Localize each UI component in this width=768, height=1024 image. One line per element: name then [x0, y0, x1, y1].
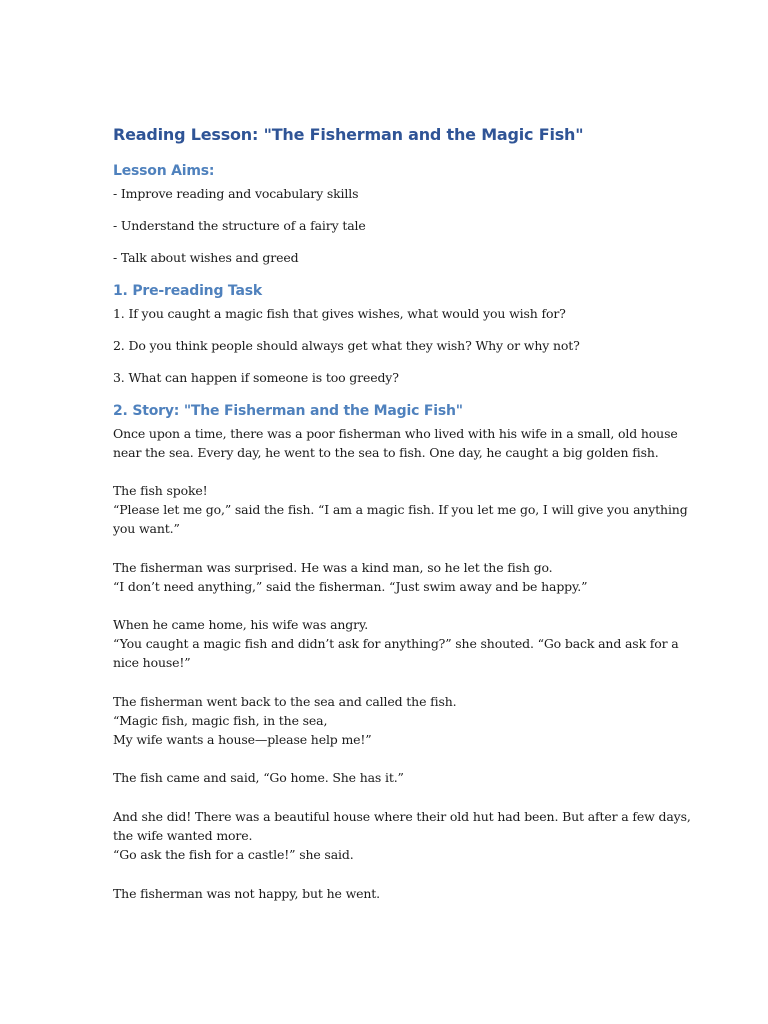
prereading-question: 3. What can happen if someone is too greedy? [113, 370, 399, 385]
story-line: “You caught a magic fish and didn’t ask for anything?” she shouted. “Go back and ask for a [113, 636, 679, 651]
story-heading: 2. Story: "The Fisherman and the Magic Fish" [113, 403, 463, 419]
story-line: When he came home, his wife was angry. [113, 617, 369, 632]
story-line: “Please let me go,” said the fish. “I am a magic fish. If you let me go, I will give you anything [113, 502, 688, 517]
lesson-aims-heading: Lesson Aims: [113, 163, 215, 179]
document-title: Reading Lesson: "The Fisherman and the Magic Fish" [113, 125, 584, 144]
prereading-heading: 1. Pre-reading Task [113, 283, 262, 299]
story-line: The fish spoke! [113, 483, 208, 498]
story-line: nice house!” [113, 655, 191, 670]
story-line: you want.” [113, 521, 180, 536]
story-line: near the sea. Every day, he went to the sea to fish. One day, he caught a big golden fish. [113, 445, 659, 460]
story-line: The fisherman went back to the sea and called the fish. [113, 694, 457, 709]
prereading-question: 2. Do you think people should always get what they wish? Why or why not? [113, 338, 580, 353]
story-line: The fisherman was surprised. He was a kind man, so he let the fish go. [113, 560, 553, 575]
aim-item: - Talk about wishes and greed [113, 250, 299, 265]
story-line: “I don’t need anything,” said the fisherman. “Just swim away and be happy.” [113, 579, 588, 594]
story-line: Once upon a time, there was a poor fisherman who lived with his wife in a small, old house [113, 426, 678, 441]
story-line: the wife wanted more. [113, 828, 253, 843]
story-line: The fish came and said, “Go home. She has it.” [113, 770, 404, 785]
story-line: “Go ask the fish for a castle!” she said. [113, 847, 354, 862]
aim-item: - Understand the structure of a fairy tale [113, 218, 366, 233]
story-line: My wife wants a house—please help me!” [113, 732, 372, 747]
prereading-question: 1. If you caught a magic fish that gives wishes, what would you wish for? [113, 306, 566, 321]
aim-item: - Improve reading and vocabulary skills [113, 186, 359, 201]
story-line: The fisherman was not happy, but he went. [113, 886, 380, 901]
story-line: And she did! There was a beautiful house where their old hut had been. But after a few days, [113, 809, 691, 824]
story-line: “Magic fish, magic fish, in the sea, [113, 713, 328, 728]
